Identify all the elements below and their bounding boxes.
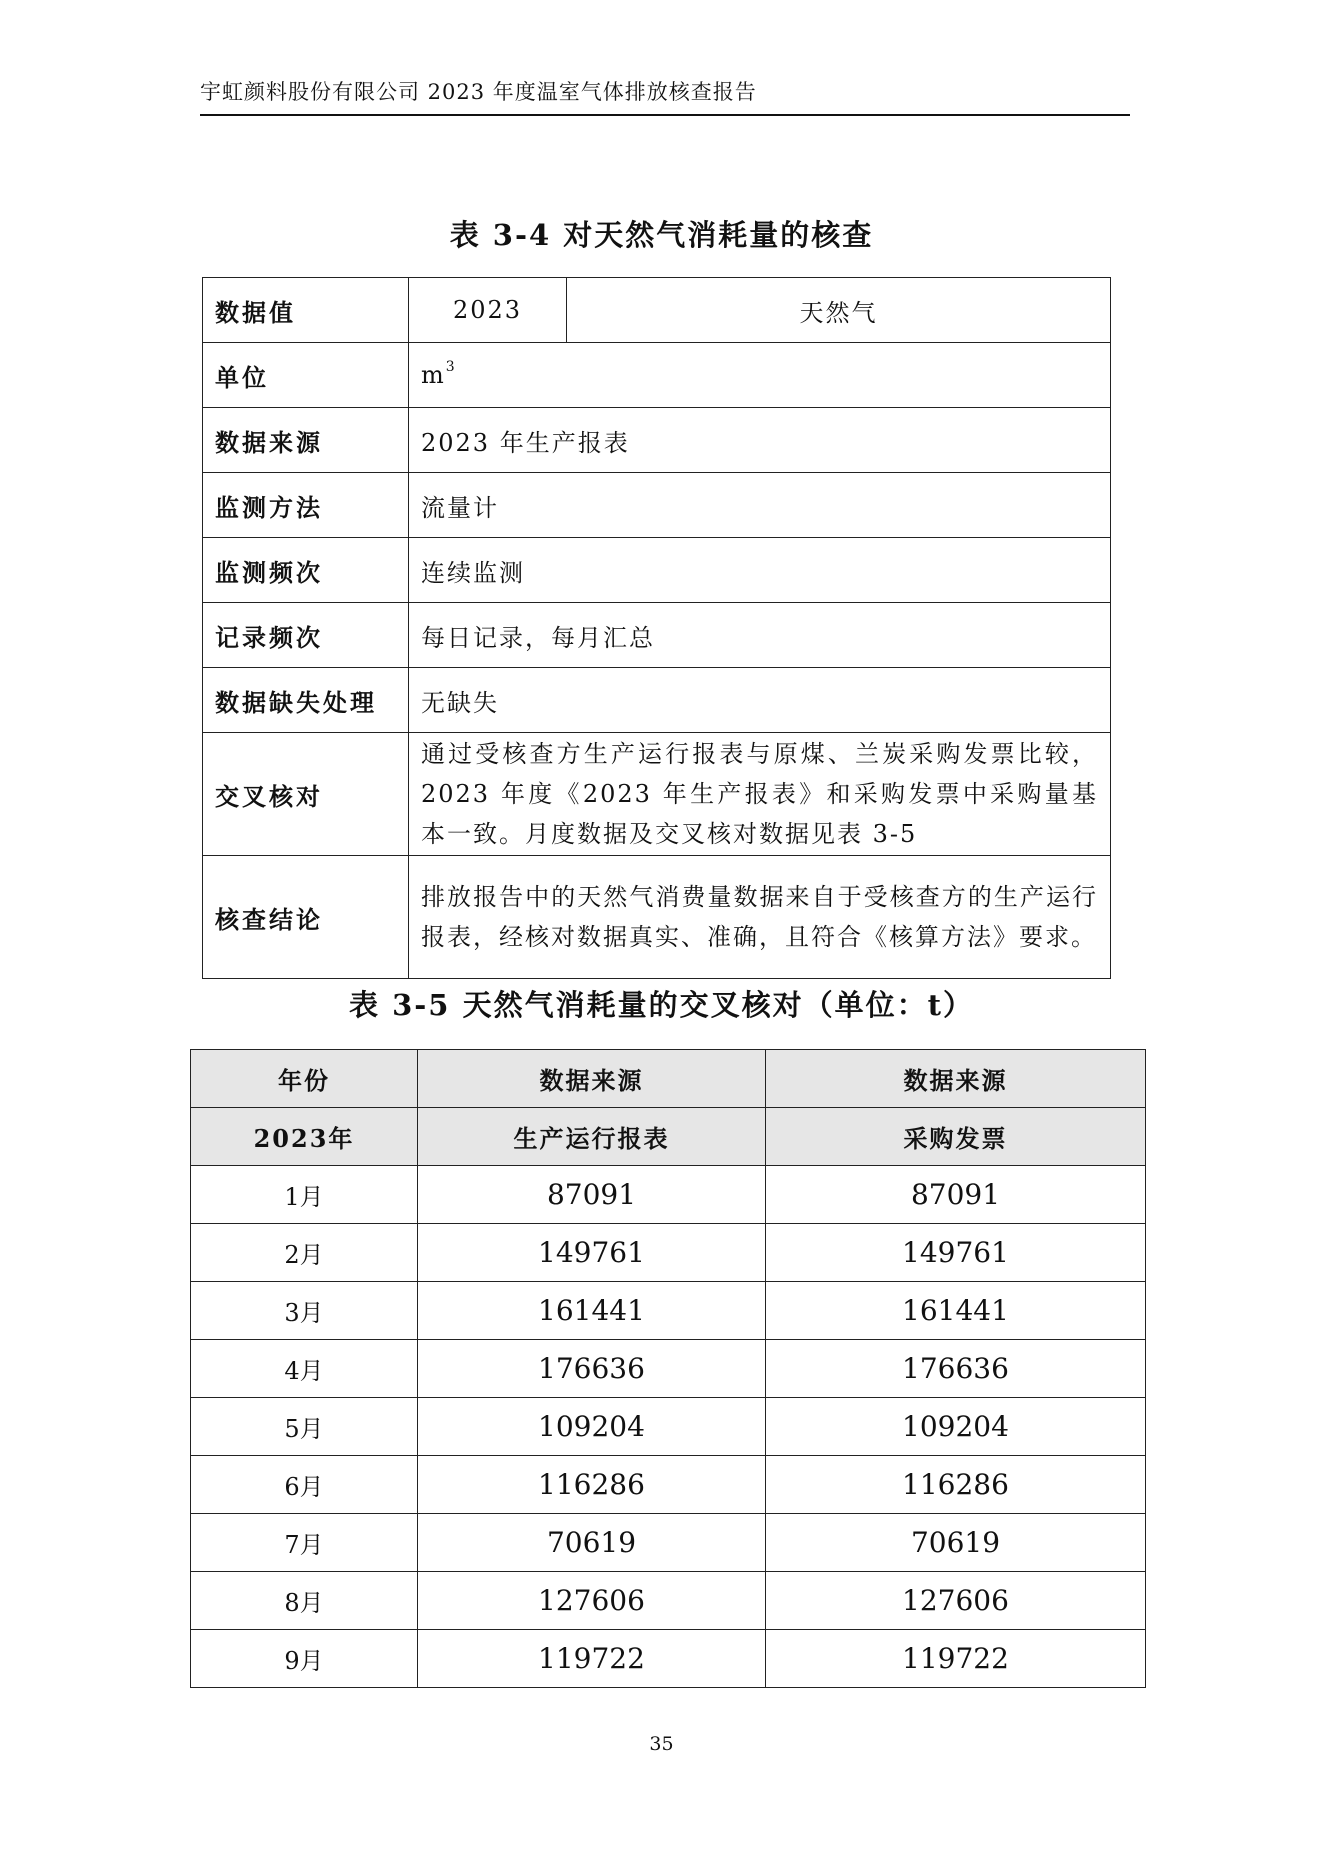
production-value: 119722 [418,1630,766,1688]
production-value: 109204 [418,1398,766,1456]
invoice-value: 87091 [766,1166,1146,1224]
row-value: 排放报告中的天然气消费量数据来自于受核查方的生产运行报表，经核对数据真实、准确，且符合《核算方法》要求。 [409,856,1111,979]
column-header: 年份 [191,1050,418,1108]
production-value: 116286 [418,1456,766,1514]
row-label: 监测方法 [203,473,409,538]
subheader-row [191,1108,1146,1166]
page-number: 35 [649,1733,674,1755]
row-label: 监测频次 [203,538,409,603]
invoice-value: 119722 [766,1630,1146,1688]
invoice-value: 149761 [766,1224,1146,1282]
column-subheader: 采购发票 [766,1108,1146,1166]
production-value: 161441 [418,1282,766,1340]
table-row [191,1224,1146,1282]
table-row [203,408,1111,473]
table-row [191,1630,1146,1688]
month-cell: 6月 [191,1456,418,1514]
row-label: 数据值 [203,278,409,343]
month-cell: 4月 [191,1340,418,1398]
year-cell: 2023 [409,278,567,343]
row-value: 流量计 [409,473,1111,538]
table-row [203,278,1111,343]
production-value: 87091 [418,1166,766,1224]
invoice-value: 109204 [766,1398,1146,1456]
production-value: 149761 [418,1224,766,1282]
month-cell: 7月 [191,1514,418,1572]
column-header: 数据来源 [766,1050,1146,1108]
table-row [203,343,1111,408]
table-row [191,1282,1146,1340]
month-cell: 1月 [191,1166,418,1224]
page-header: 宇虹颜料股份有限公司 2023 年度温室气体排放核查报告 [200,78,1130,116]
column-subheader: 2023年 [191,1108,418,1166]
invoice-value: 161441 [766,1282,1146,1340]
row-value: 连续监测 [409,538,1111,603]
table-row [203,856,1111,979]
column-subheader: 生产运行报表 [418,1108,766,1166]
table-row [203,603,1111,668]
unit-base: m [421,361,446,389]
row-value: 通过受核查方生产运行报表与原煤、兰炭采购发票比较，2023 年度《2023 年生产报表》和采购发票中采购量基本一致。月度数据及交叉核对数据见表 3-5 [409,733,1111,856]
month-cell: 3月 [191,1282,418,1340]
row-label: 单位 [203,343,409,408]
table-row [191,1340,1146,1398]
table-row [191,1572,1146,1630]
invoice-value: 116286 [766,1456,1146,1514]
production-value: 70619 [418,1514,766,1572]
column-header: 数据来源 [418,1050,766,1108]
row-value: 2023 年生产报表 [409,408,1111,473]
table-row [191,1398,1146,1456]
table-3-5-caption: 表 3-5 天然气消耗量的交叉核对（单位：t） [349,988,974,1022]
row-value: 每日记录，每月汇总 [409,603,1111,668]
month-cell: 9月 [191,1630,418,1688]
month-cell: 8月 [191,1572,418,1630]
row-label: 数据来源 [203,408,409,473]
row-label: 核查结论 [203,856,409,979]
natural-gas-verification-table [202,277,1111,979]
row-label: 数据缺失处理 [203,668,409,733]
table-row [191,1514,1146,1572]
fuel-cell: 天然气 [567,278,1111,343]
table-row [203,473,1111,538]
monthly-cross-check-table [190,1049,1146,1688]
production-value: 176636 [418,1340,766,1398]
invoice-value: 70619 [766,1514,1146,1572]
table-row [203,733,1111,856]
table-3-4-caption: 表 3-4 对天然气消耗量的核查 [449,218,874,252]
row-value: 无缺失 [409,668,1111,733]
month-cell: 5月 [191,1398,418,1456]
row-label: 交叉核对 [203,733,409,856]
month-cell: 2月 [191,1224,418,1282]
unit-exponent: 3 [445,359,457,375]
header-row [191,1050,1146,1108]
row-label: 记录频次 [203,603,409,668]
table-row [203,538,1111,603]
production-value: 127606 [418,1572,766,1630]
table-row [191,1456,1146,1514]
invoice-value: 127606 [766,1572,1146,1630]
unit-cell [409,343,1111,408]
table-row [191,1166,1146,1224]
invoice-value: 176636 [766,1340,1146,1398]
table-row [203,668,1111,733]
